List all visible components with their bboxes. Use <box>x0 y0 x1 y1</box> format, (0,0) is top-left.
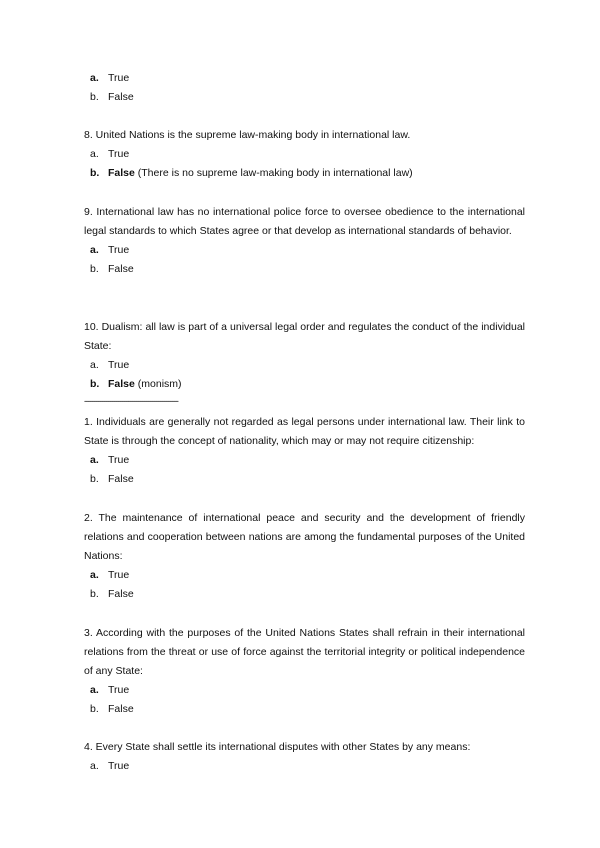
option-a <box>84 451 525 470</box>
option-letter: a. <box>90 359 99 371</box>
option-text: True <box>108 72 130 84</box>
option-text: True <box>108 569 130 581</box>
option-a <box>84 356 525 375</box>
option-b <box>84 470 525 489</box>
section-question-1 <box>84 413 525 489</box>
answer-label: False <box>108 167 135 179</box>
option-letter: a. <box>90 684 99 696</box>
option-letter: b. <box>90 167 100 179</box>
option-b <box>84 88 525 107</box>
option-letter: a. <box>90 72 99 84</box>
option-letter: b. <box>90 378 100 390</box>
question-text: 8. United Nations is the supreme law-making body in international law. <box>84 129 411 141</box>
question-10 <box>84 318 525 394</box>
question-text: 4. Every State shall settle its international disputes with other States by any means: <box>84 741 471 753</box>
option-a <box>84 757 525 776</box>
option-text: True <box>108 454 130 466</box>
intro-options <box>84 69 525 107</box>
question-8 <box>84 126 525 183</box>
option-letter: b. <box>90 703 99 715</box>
option-b <box>84 164 525 183</box>
section-question-2 <box>84 509 525 604</box>
option-text <box>108 375 182 394</box>
section-separator: ----------------------------------------------- <box>84 396 178 406</box>
option-text: False <box>108 473 134 485</box>
question-text: 2. The maintenance of international peace and security and the development of friendly relations and cooperation between nations are among the fundamental purposes of the United Nations: <box>84 512 525 562</box>
option-letter: b. <box>90 588 99 600</box>
question-text: 3. According with the purposes of the United Nations States shall refrain in their international relations from the threat or use of force against the territorial integrity or political independence of any State: <box>84 627 525 677</box>
option-text: False <box>108 91 134 103</box>
option-letter: a. <box>90 569 99 581</box>
option-text: True <box>108 684 130 696</box>
option-letter: b. <box>90 473 99 485</box>
option-text: True <box>108 148 130 160</box>
option-a <box>84 681 525 700</box>
section-question-4 <box>84 738 525 776</box>
answer-note: (There is no supreme law-making body in international law) <box>134 167 413 179</box>
option-letter: b. <box>90 91 99 103</box>
question-text: 1. Individuals are generally not regarded as legal persons under international law. Their link to State is through the concept of nationality, which may or may not require citizenship: <box>84 416 525 447</box>
option-text: False <box>108 703 134 715</box>
option-a <box>84 241 525 260</box>
option-a <box>84 69 525 88</box>
option-b <box>84 700 525 719</box>
option-letter: a. <box>90 760 99 772</box>
option-b <box>84 375 525 394</box>
option-b <box>84 585 525 604</box>
option-text: False <box>108 588 134 600</box>
option-text: True <box>108 359 130 371</box>
option-letter: a. <box>90 244 99 256</box>
answer-label: False <box>108 378 135 390</box>
option-letter: a. <box>90 454 99 466</box>
question-9 <box>84 203 525 279</box>
answer-note: (monism) <box>134 378 182 390</box>
option-letter: b. <box>90 263 99 275</box>
section-question-3 <box>84 624 525 719</box>
option-text: True <box>108 244 130 256</box>
option-a <box>84 566 525 585</box>
question-text: 10. Dualism: all law is part of a universal legal order and regulates the conduct of the individual State: <box>84 321 525 352</box>
option-a <box>84 145 525 164</box>
option-b <box>84 260 525 279</box>
option-letter: a. <box>90 148 99 160</box>
option-text: False <box>108 263 134 275</box>
option-text <box>108 164 413 183</box>
option-text: True <box>108 760 130 772</box>
question-text: 9. International law has no international police force to oversee obedience to the international legal standards to which States agree or that develop as international standards of behavior. <box>84 206 525 237</box>
